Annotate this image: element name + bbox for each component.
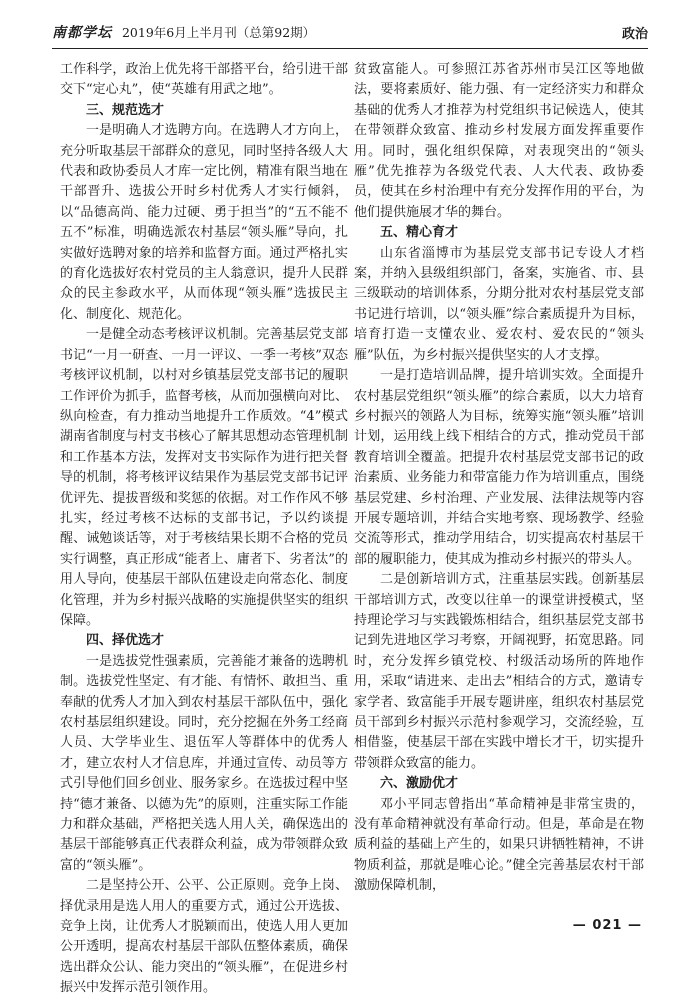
section-label: 政治 bbox=[621, 27, 648, 42]
section-heading: 四、择优选才 bbox=[86, 633, 165, 649]
paragraph: 工作科学，政治上优先将干部搭平台，给引进干部交下“定心丸”，使“英雄有用武之地”。 bbox=[60, 62, 348, 98]
paragraph: 一是打造培训品牌，提升培训实效。全面提升农村基层党组织“领头雁”的综合素质，以大力培育乡村振兴的领路人为目标，统筹实施“领头雁”培训计划，运用线上线下相结合的方式，推动党员干部教育培训全覆盖。把提升农村基层党支部书记的政治素质、业务能力和带富能力作为培训重点，围绕基层党建、乡村治理、产业发展、法律法规等内容开展专题培训，并结合实地考察、现场教学、经验交流等形式，推动学用结合，切实提高农村基层干部的履职能力，使其成为推动乡村振兴的带头人。 bbox=[354, 368, 644, 567]
section-heading: 六、激励优才 bbox=[380, 776, 459, 792]
page-number: — 021 — bbox=[572, 918, 642, 933]
left-column bbox=[60, 60, 348, 999]
journal-logo: 南都学坛 bbox=[52, 25, 112, 41]
issue-info: 2019年6月上半月刊（总第92期） bbox=[121, 25, 316, 40]
page-header bbox=[52, 14, 648, 49]
journal-info bbox=[52, 22, 315, 42]
paragraph: 一是健全动态考核评议机制。完善基层党支部书记“一月一研查、一月一评议、一季一考核”双态考核评议机制，以村对乡镇基层党支部书记的履职工作评价为抓手，监督考核，从而加强横向对比、纵向检查，有力推动当地提升工作质效。“4”模式湖南省制度与村支书核心了解其思想动态管理机制和工作基本方法，发挥对支书实际作为进行把关督导的机制，将考核评议结果作为基层党支部书记评优评先、提拔晋级和奖惩的依据。对工作作风不够扎实，经过考核不达标的支部书记，予以约谈提醒、诫勉谈话等，对于考核结果长期不合格的党员实行调整，真正形成“能者上、庸者下、劣者汰”的用人导向，使基层干部队伍建设走向常态化、制度化管理，并为乡村振兴战略的实施提供坚实的组织保障。 bbox=[60, 327, 348, 628]
section-heading: 五、精心育才 bbox=[380, 225, 459, 241]
paragraph: 邓小平同志曾指出“革命精神是非常宝贵的，没有革命精神就没有革命行动。但是，革命是在物质利益的基础上产生的，如果只讲牺牲精神，不讲物质利益，那就是唯心论。”健全完善基层农村干部激励保障机制， bbox=[354, 796, 644, 894]
right-column bbox=[354, 60, 644, 897]
paragraph: 一是明确人才选聘方向。在选聘人才方向上，充分听取基层干部群众的意见，同时坚持各级人大代表和政协委员人才库一定比例，精准有限当地在干部晋升、选拔公开时乡村优秀人才实行倾斜，以“品德高尚、能力过硬、勇于担当”的“五不能不五不”标准，明确选派农村基层“领头雁”导向，扎实做好选聘对象的培养和监督方面。通过严格扎实的育化选拔好农村党员的主人翁意识，提升人民群众的民主参政水平，从而体现“领头雁”选拔民主化、制度化、规范化。 bbox=[60, 123, 348, 322]
paragraph: 一是选拔党性强素质，完善能才兼备的选聘机制。选拔党性坚定、有才能、有情怀、敢担当、重奉献的优秀人才加入到农村基层干部队伍中，强化农村基层组织建设。同时，充分挖掘在外务工经商人员、大学毕业生、退伍军人等群体中的优秀人才，建立农村人才信息库，并通过宣传、动员等方式引导他们回乡创业、服务家乡。在选拔过程中坚持“德才兼备、以德为先”的原则，注重实际工作能力和群众基础，严格把关选人用人关，确保选出的基层干部能够真正代表群众利益，成为带领群众致富的“领头雁”。 bbox=[60, 653, 348, 873]
paragraph: 二是坚持公开、公平、公正原则。竞争上岗、择优录用是选人用人的重要方式，通过公开选拔、竞争上岗，让优秀人才脱颖而出，使选人用人更加公开透明，提高农村基层干部队伍整体素质，确保选出群众公认、能力突出的“领头雁”，在促进乡村振兴中发挥示范引领作用。 bbox=[60, 878, 348, 996]
paragraph: 二是创新培训方式，注重基层实践。创新基层干部培训方式，改变以往单一的课堂讲授模式，坚持理论学习与实践锻炼相结合，组织基层党支部书记到先进地区学习考察，开阔视野，拓宽思路。同时，充分发挥乡镇党校、村级活动场所的阵地作用，采取“请进来、走出去”相结合的方式，邀请专家学者、致富能手开展专题讲座，组织农村基层党员干部到乡村振兴示范村参观学习，交流经验，互相借鉴，使基层干部在实践中增长才干，切实提升带领群众致富的能力。 bbox=[354, 572, 644, 771]
paragraph: 山东省淄博市为基层党支部书记专设人才档案，并纳入县级组织部门，备案，实施省、市、县三级联动的培训体系，分期分批对农村基层党支部书记进行培训，以“领头雁”综合素质提升为目标，培育打造一支懂农业、爱农村、爱农民的“领头雁”队伍，为乡村振兴提供坚实的人才支撑。 bbox=[354, 245, 644, 363]
paragraph: 贫致富能人。可参照江苏省苏州市吴江区等地做法，要将素质好、能力强、有一定经济实力和群众基础的优秀人才推荐为村党组织书记候选人，使其在带领群众致富、推动乡村发展方面发挥重要作用。同时，强化组织保障，对表现突出的“领头雁”优先推荐为各级党代表、人大代表、政协委员，使其在乡村治理中有充分发挥作用的平台，为他们提供施展才华的舞台。 bbox=[354, 62, 644, 220]
section-heading: 三、规范选才 bbox=[86, 102, 165, 118]
